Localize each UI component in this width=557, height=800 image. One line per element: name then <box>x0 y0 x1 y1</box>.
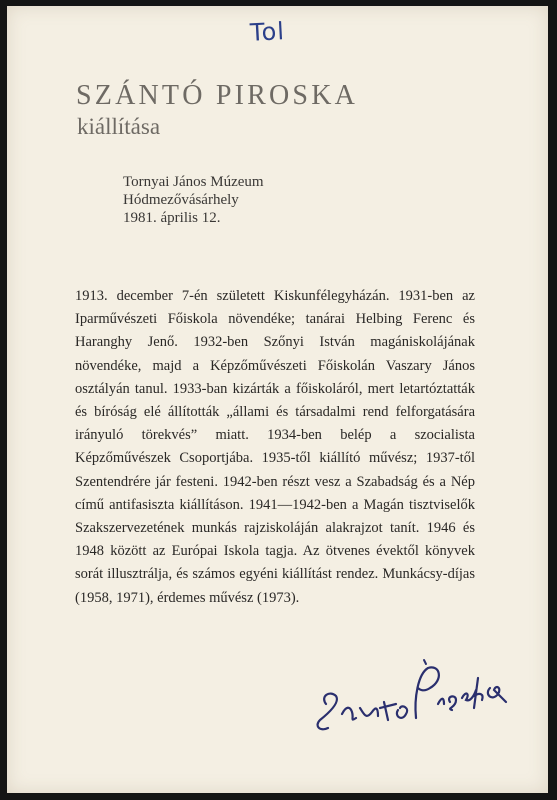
page-subtitle: kiállítása <box>77 114 161 139</box>
handwritten-signature <box>306 638 526 748</box>
venue-date: 1981. április 12. <box>123 210 221 226</box>
venue-city: Hódmezővásárhely <box>123 192 239 208</box>
handwritten-mark: Tol <box>249 17 286 47</box>
venue-museum: Tornyai János Múzeum <box>123 174 264 190</box>
venue-block <box>123 173 264 227</box>
page-title: SZÁNTÓ PIROSKA <box>76 80 359 111</box>
biography-text: 1913. december 7-én született Kiskunfélegyházán. 1931-ben az Iparművészeti Főiskola növendéke; tanárai Helbing Ferenc és Haranghy Jenő. 1932-ben Szőnyi István magániskolájának növendéke, majd a Képzőművészeti Főiskolán Vaszary János osztályán tanul. 1933-ban kizárták a főiskoláról, mert letartóztatták és bíróság elé állították „állami és társadalmi rend felforgatására irányuló törekvés” miatt. 1934-ben belép a szocialista Képzőművészek Csoportjába. 1935-től kiállító művész; 1937-től Szentendrére jár festeni. 1942-ben részt vesz a Szabadság és a Nép című antifasiszta kiállításon. 1941—1942-ben a Magán tisztviselők Szakszervezetének munkás rajziskoláján alakrajzot tanít. 1946 és 1948 között az Európai Iskola tagja. Az ötvenes évektől könyvek sorát illusztrálja, és számos egyéni kiállítást rendez. Munkácsy-díjas (1958, 1971), érdemes művész (1973). <box>75 288 475 606</box>
